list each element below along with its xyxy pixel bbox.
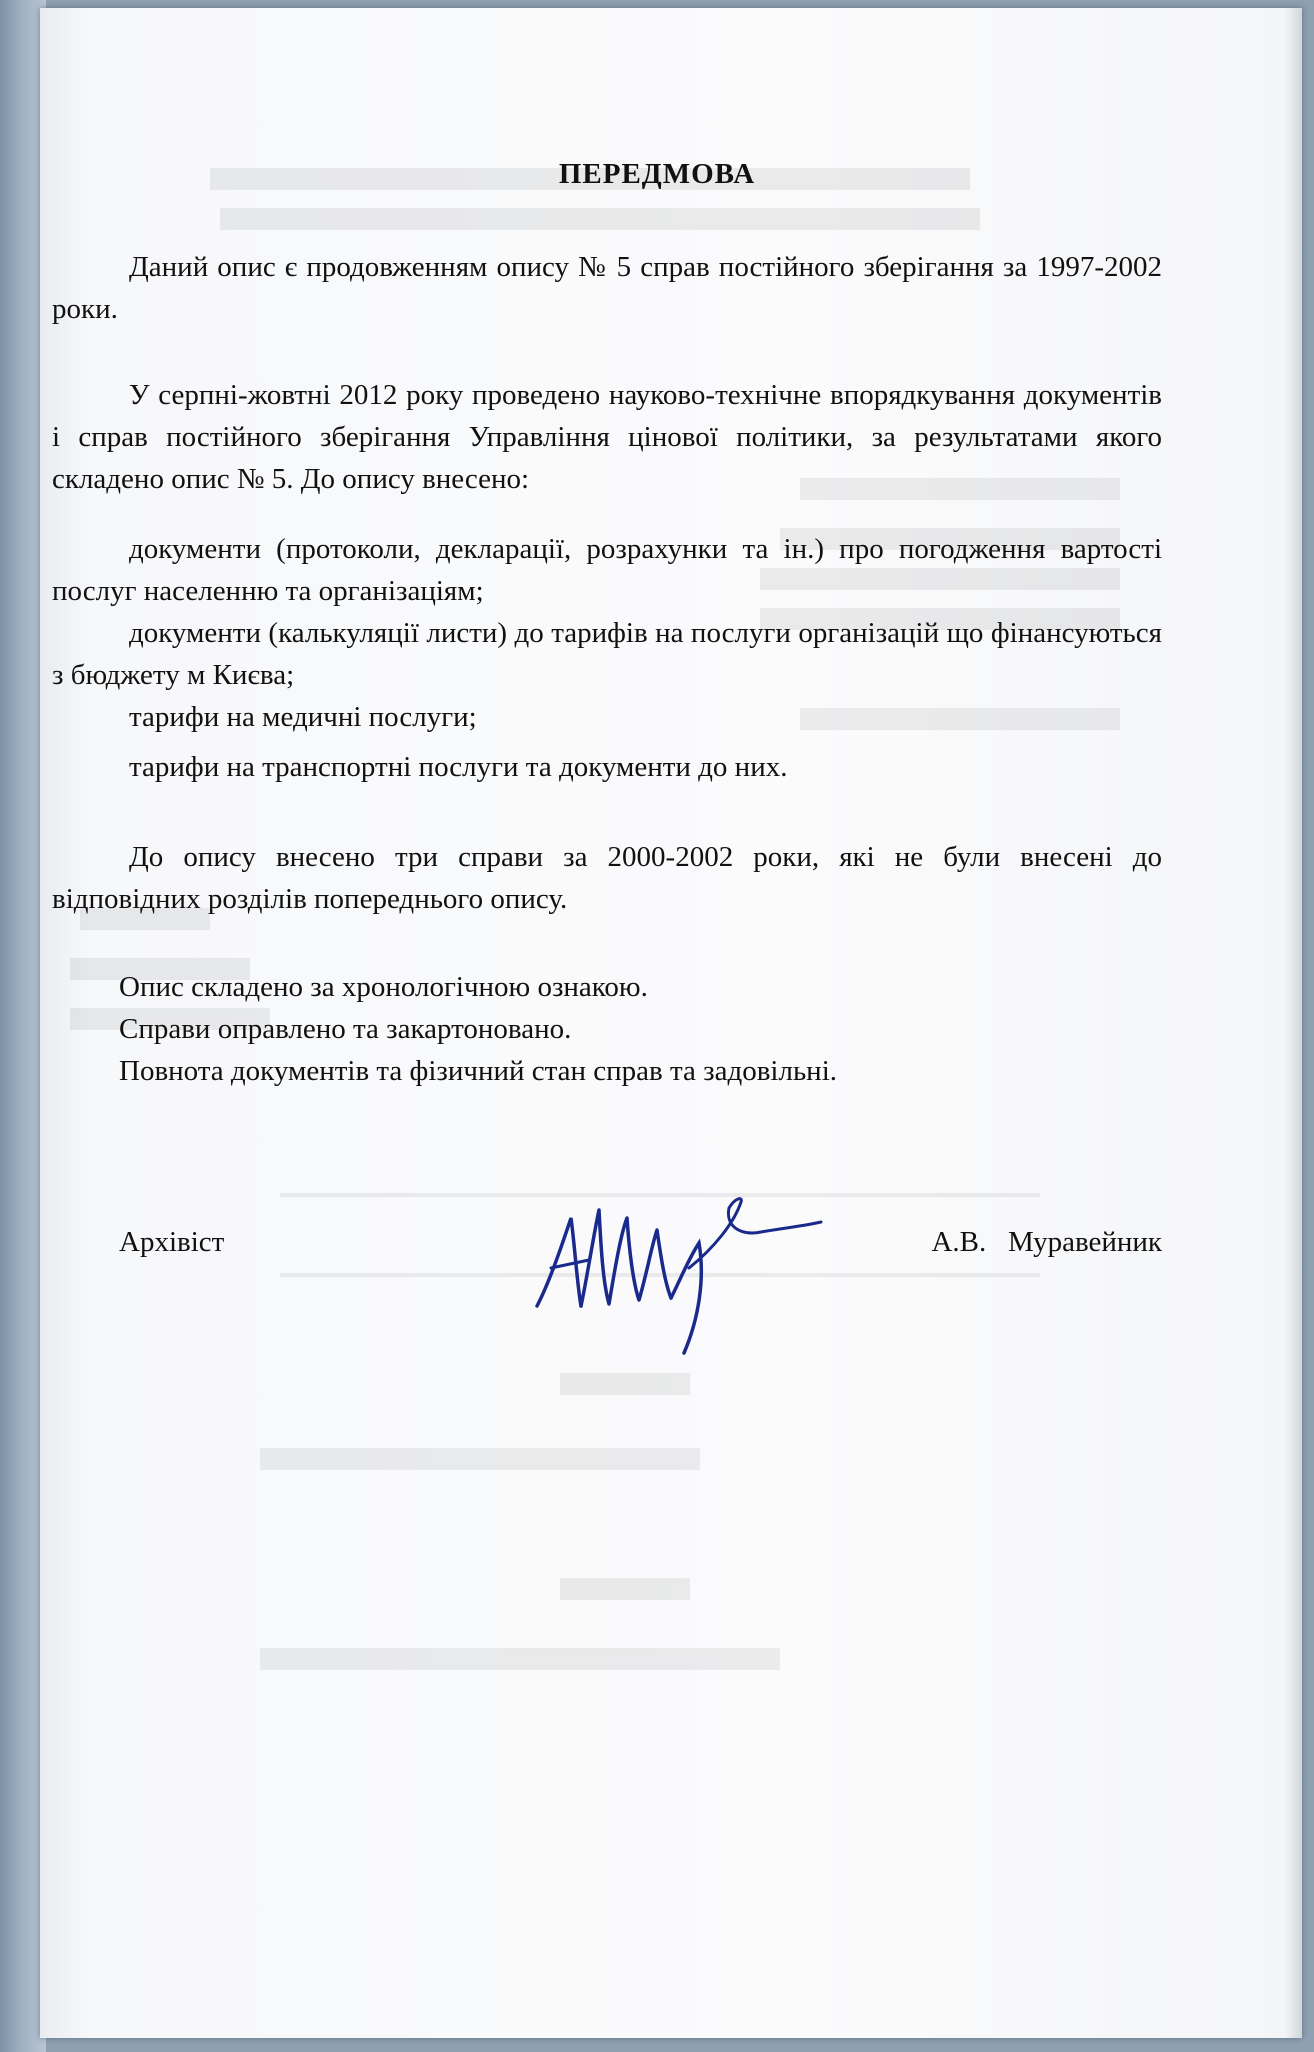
list-item: документи (протоколи, декларації, розрахунки та ін.) про погодження вартості послуг населенню та організаціям; [52,533,1162,607]
note-line: Справи оправлено та закартоновано. [119,1013,572,1045]
document-title: ПЕРЕДМОВА [558,158,756,190]
list-item: тарифи на медичні послуги; [129,701,477,733]
signer-title: Архівіст [119,1226,225,1258]
signature-block [52,1188,1162,1338]
additional-paragraph: До опису внесено три справи за 2000-2002 роки, які не були внесені до відповідних розділів попереднього опису. [52,841,1162,915]
page-edge [1284,8,1302,2038]
handwritten-signature [529,1188,829,1358]
document-page [40,8,1302,2038]
signer-name: А.В. Муравейник [931,1226,1162,1258]
note-line: Опис складено за хронологічною ознакою. [119,971,648,1003]
list-item: тарифи на транспортні послуги та документи до них. [129,751,788,783]
document-body [52,8,1262,2038]
intro-paragraph: Даний опис є продовженням опису № 5 справ постійного зберігання за 1997-2002 роки. [52,251,1162,325]
list-item: документи (калькуляції листи) до тарифів на послуги організацій що фінансуються з бюджету м Києва; [52,617,1162,691]
description-paragraph: У серпні-жовтні 2012 року проведено науково-технічне впорядкування документів і справ постійного зберігання Управління цінової політики, за результатами якого складено опис № 5. До опису внесено: [52,379,1162,495]
note-line: Повнота документів та фізичний стан справ та задовільні. [119,1055,838,1087]
